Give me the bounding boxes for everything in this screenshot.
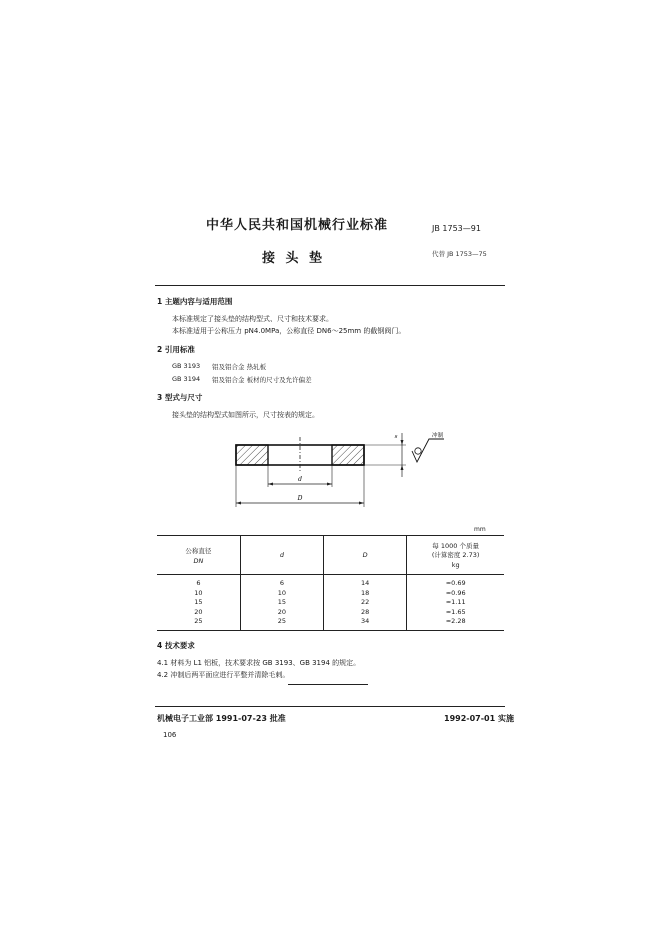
- cell-D: 18: [324, 589, 407, 599]
- section-3-heading: 3 型式与尺寸: [157, 393, 203, 402]
- ref-2-code: GB 3194: [172, 375, 201, 383]
- table-unit: mm: [474, 526, 486, 533]
- cell-d: 6: [240, 575, 323, 589]
- header-mass: [407, 536, 504, 575]
- cell-D: 28: [324, 608, 407, 618]
- section-3-line: 接头垫的结构型式如图所示，尺寸按表的规定。: [172, 411, 319, 419]
- cell-mass: ≈2.28: [407, 617, 504, 630]
- header-unit-label: kg: [451, 561, 460, 569]
- table-row: [157, 608, 504, 618]
- approval-note: 机械电子工业部 1991-07-23 批准: [157, 714, 286, 723]
- cell-dn: 15: [194, 598, 203, 606]
- gasket-section-left: [236, 445, 268, 465]
- cell-dn: 6: [196, 579, 201, 587]
- table-row: [157, 589, 504, 599]
- surface-finish-symbol: [412, 439, 444, 462]
- header-dn-label: DN: [193, 556, 204, 565]
- end-rule: [288, 684, 368, 685]
- cell-dn: 25: [157, 617, 240, 630]
- dimensions-table: [157, 535, 504, 631]
- cell-D: 22: [324, 598, 407, 608]
- ref-1-code: GB 3193: [172, 362, 201, 370]
- org-title: 中华人民共和国机械行业标准: [206, 218, 389, 233]
- cell-d: 10: [240, 589, 323, 599]
- cell-mass: ≈0.96: [407, 589, 504, 599]
- standard-code: JB 1753—91: [432, 224, 481, 233]
- header-density-label: (计算密度 2.73): [431, 551, 480, 559]
- section-4-item-1: 4.1 材料为 L1 铝板，技术要求按 GB 3193、GB 3194 的规定。: [157, 659, 361, 667]
- header-D: D: [324, 536, 407, 575]
- header-d: d: [240, 536, 323, 575]
- ref-1-title: 铝及铝合金 热轧板: [212, 363, 267, 371]
- header-mass-label: 每 1000 个质量: [432, 542, 479, 550]
- header-nominal-diameter: [157, 536, 240, 575]
- section-4-heading: 4 技术要求: [157, 641, 195, 650]
- cell-D: 14: [324, 575, 407, 589]
- cell-d: 20: [240, 608, 323, 618]
- table-row: [157, 598, 504, 608]
- dimension-d-label: d: [298, 476, 302, 483]
- cell-d: 25: [240, 617, 323, 630]
- header-rule: [155, 285, 505, 286]
- cell-dn: 10: [194, 588, 203, 597]
- cell-mass: ≈1.11: [407, 598, 504, 608]
- section-1-heading: 1 主题内容与适用范围: [157, 297, 233, 306]
- section-2-heading: 2 引用标准: [157, 345, 195, 354]
- footer-rule: [155, 706, 505, 707]
- cell-dn: 20: [194, 607, 203, 616]
- cell-mass: ≈1.65: [407, 608, 504, 618]
- page-number: 106: [163, 731, 177, 739]
- section-4-item-2: 4.2 冲制后两平面应进行平整并清除毛刺。: [157, 671, 290, 679]
- header-nominal-diameter-label: 公称直径: [185, 546, 212, 555]
- dimension-D-label: D: [297, 495, 303, 502]
- effective-date: 1992-07-01 实施: [444, 714, 514, 723]
- replaces-note: 代替 JB 1753—75: [432, 250, 487, 258]
- cell-D: 34: [324, 617, 407, 630]
- document-title: 接 头 垫: [262, 251, 326, 266]
- dimension-s-label: s: [394, 434, 398, 440]
- ref-2-title: 铝及铝合金 板材的尺寸及允许偏差: [212, 376, 312, 384]
- cell-mass: ≈0.69: [407, 575, 504, 589]
- process-label: 冲制: [432, 433, 444, 439]
- table-row: [157, 575, 504, 589]
- section-1-line-2: 本标准适用于公称压力 pN4.0MPa，公称直径 DN6～25mm 的截钢阀门。: [172, 327, 406, 335]
- section-1-line-1: 本标准规定了接头垫的结构型式、尺寸和技术要求。: [172, 315, 333, 323]
- gasket-section-right: [332, 445, 364, 465]
- cell-d: 15: [240, 598, 323, 608]
- gasket-drawing: [230, 425, 470, 515]
- table-row: [157, 617, 504, 630]
